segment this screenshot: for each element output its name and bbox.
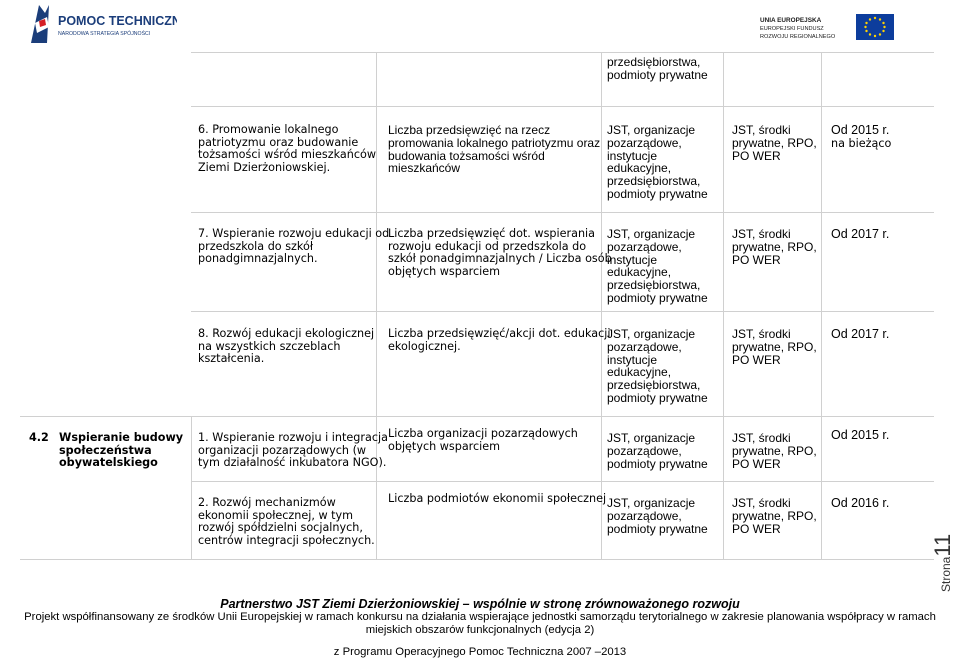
row-6-indicator: Liczba przedsięwzięć na rzecz promowania lokalnego patriotyzmu oraz budowania tożsamości wśród mieszkańców xyxy=(388,123,601,176)
row-7-date: Od 2017 r. xyxy=(831,227,890,241)
row-7-indicator: Liczba przedsięwzięć dot. wspierania rozwoju edukacji od przedszkola do szkół ponadgimnazjalnych / Liczba osób objętych wsparciem xyxy=(388,227,612,278)
row-8-funds: JST, środki prywatne, RPO, PO WER xyxy=(732,327,817,367)
logo-right-line3: ROZWOJU REGIONALNEGO xyxy=(760,34,836,40)
row-4-2-2-activity: 2. Rozwój mechanizmów ekonomii społecznej, w tym rozwój spółdzielni socjalnych, centrów integracji społecznych. xyxy=(198,496,375,547)
page-number-label: Strona xyxy=(939,556,953,592)
row-8-activity: 8. Rozwój edukacji ekologicznej na wszystkich szczeblach kształcenia. xyxy=(198,327,375,366)
row-8-indicator: Liczba przedsięwzięć/akcji dot. edukacji ekologicznej. xyxy=(388,327,611,353)
footer-funding-line1: Projekt współfinansowany ze środków Unii Europejskiej w ramach konkursu na działania wspierające jednostki samorządu terytorialnego w zakresie planowania współpracy w ramach xyxy=(24,611,936,623)
row-4-2-1-activity: 1. Wspieranie rozwoju i integracja organizacji pozarządowych (w tym działalność inkubatora NGO). xyxy=(198,431,388,470)
row-6-actors: JST, organizacje pozarządowe, instytucje edukacyjne, przedsiębiorstwa, podmioty prywatne xyxy=(607,123,708,201)
logo-right-line1: UNIA EUROPEJSKA xyxy=(760,17,822,24)
row-4-2-1-actors: JST, organizacje pozarządowe, podmioty prywatne xyxy=(607,431,708,471)
goal-number: 4.2 xyxy=(29,431,49,444)
page-number xyxy=(930,533,955,592)
pomoc-techniczna-logo xyxy=(27,3,177,45)
footer-programme: z Programu Operacyjnego Pomoc Techniczna 2007 –2013 xyxy=(333,646,627,658)
footer-funding-line2: miejskich obszarów funkcjonalnych (edycja 2) xyxy=(365,624,595,636)
footer-funding-note xyxy=(0,611,960,637)
row-4-2-1-date: Od 2015 r. xyxy=(831,428,890,442)
row-4-2-1-indicator: Liczba organizacji pozarządowych objętych wsparciem xyxy=(388,427,578,453)
row-4-2-2-indicator: Liczba podmiotów ekonomii społecznej xyxy=(388,492,607,505)
goal-title: Wspieranie budowy społeczeństwa obywatelskiego xyxy=(59,431,184,470)
row-6-date: Od 2015 r. xyxy=(831,123,890,137)
footer-project-title: Partnerstwo JST Ziemi Dzierżoniowskiej – wspólnie w stronę zrównoważonego rozwoju xyxy=(220,597,740,611)
top-row-actors: przedsiębiorstwa, podmioty prywatne xyxy=(607,55,708,82)
page-number-value: 11 xyxy=(930,533,955,557)
row-8-date: Od 2017 r. xyxy=(831,327,890,341)
row-6-date-note: na bieżąco xyxy=(831,137,892,150)
row-7-actors: JST, organizacje pozarządowe, instytucje edukacyjne, przedsiębiorstwa, podmioty prywatne xyxy=(607,227,708,305)
row-7-activity: 7. Wspieranie rozwoju edukacji od przedszkola do szkół ponadgimnazjalnych. xyxy=(198,227,390,266)
row-6-funds: JST, środki prywatne, RPO, PO WER xyxy=(732,123,817,163)
row-4-2-2-date: Od 2016 r. xyxy=(831,496,890,510)
row-4-2-2-funds: JST, środki prywatne, RPO, PO WER xyxy=(732,496,817,536)
logo-left-line1: POMOC TECHNICZNA xyxy=(58,14,177,28)
row-8-actors: JST, organizacje pozarządowe, instytucje edukacyjne, przedsiębiorstwa, podmioty prywatne xyxy=(607,327,708,405)
eu-logo xyxy=(760,12,900,42)
logo-left-line2: NARODOWA STRATEGIA SPÓJNOŚCI xyxy=(58,31,151,37)
logo-right-line2: EUROPEJSKI FUNDUSZ xyxy=(760,26,824,32)
row-7-funds: JST, środki prywatne, RPO, PO WER xyxy=(732,227,817,267)
row-6-activity: 6. Promowanie lokalnego patriotyzmu oraz budowanie tożsamości wśród mieszkańców Ziemi Dzierżoniowskiej. xyxy=(198,123,376,174)
row-4-2-2-actors: JST, organizacje pozarządowe, podmioty prywatne xyxy=(607,496,708,536)
row-4-2-1-funds: JST, środki prywatne, RPO, PO WER xyxy=(732,431,817,471)
